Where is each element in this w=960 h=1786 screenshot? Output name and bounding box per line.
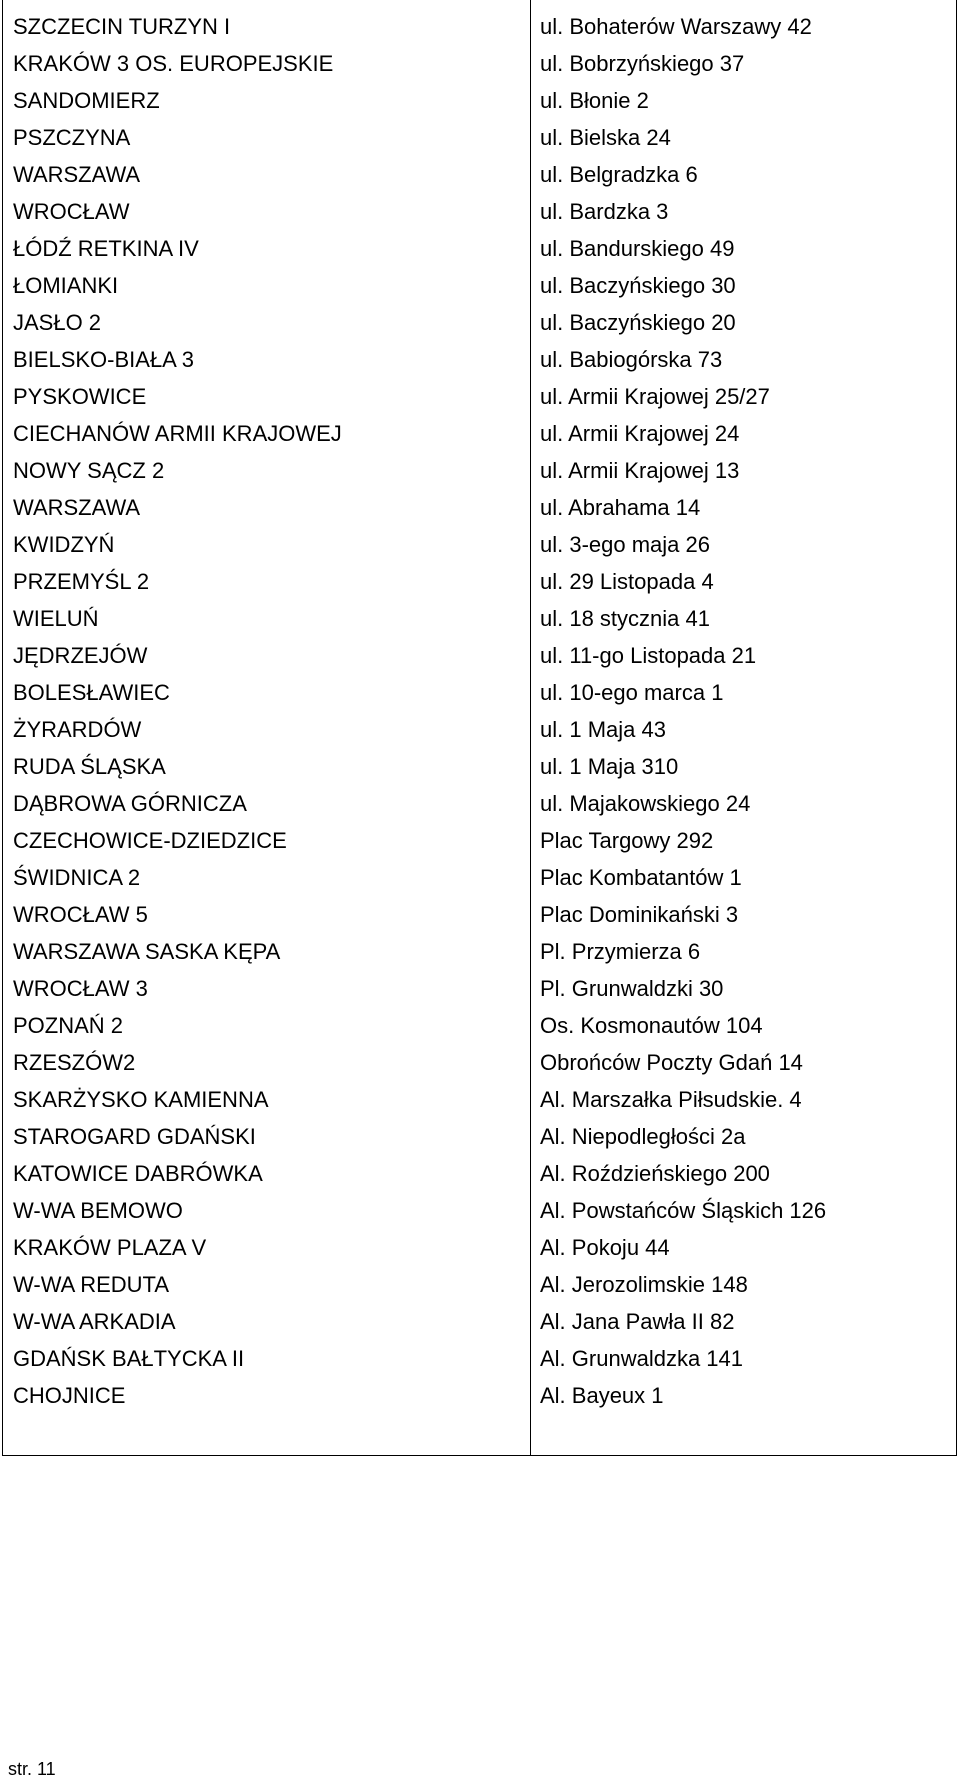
city-cell: RZESZÓW2 — [13, 1050, 136, 1075]
table-row — [3, 674, 956, 711]
table-row — [3, 1081, 956, 1118]
table-row — [3, 1044, 956, 1081]
street-cell: ul. 1 Maja 310 — [540, 754, 679, 779]
table-row — [3, 1118, 956, 1155]
street-cell: ul. Bobrzyńskiego 37 — [540, 51, 745, 76]
street-cell: Al. Jana Pawła II 82 — [540, 1309, 735, 1334]
table-row — [3, 711, 956, 748]
table-row — [3, 452, 956, 489]
table-row — [3, 156, 956, 193]
city-cell: KRAKÓW 3 OS. EUROPEJSKIE — [13, 51, 334, 76]
table-row — [3, 859, 956, 896]
table-row — [3, 1229, 956, 1266]
table-row — [3, 1340, 956, 1377]
table-row — [3, 637, 956, 674]
table-row — [3, 822, 956, 859]
street-cell: ul. Babiogórska 73 — [540, 347, 723, 372]
city-cell: RUDA ŚLĄSKA — [13, 754, 166, 779]
city-cell: NOWY SĄCZ 2 — [13, 458, 165, 483]
table-row — [3, 230, 956, 267]
city-cell: WROCŁAW 5 — [13, 902, 148, 927]
street-cell: Al. Pokoju 44 — [540, 1235, 670, 1260]
street-cell: Pl. Przymierza 6 — [540, 939, 701, 964]
table-row — [3, 1377, 956, 1414]
table-row — [3, 304, 956, 341]
city-cell: GDAŃSK BAŁTYCKA II — [13, 1346, 245, 1371]
city-cell: DĄBROWA GÓRNICZA — [13, 791, 247, 816]
table-row — [3, 82, 956, 119]
table-row — [3, 526, 956, 563]
table-row — [3, 896, 956, 933]
table-row — [3, 45, 956, 82]
table-row — [3, 1155, 956, 1192]
address-table — [2, 0, 957, 1456]
street-cell: Plac Targowy 292 — [540, 828, 714, 853]
city-cell: SKARŻYSKO KAMIENNA — [13, 1087, 269, 1112]
table-row — [3, 193, 956, 230]
table-row — [3, 970, 956, 1007]
city-cell: KATOWICE DABRÓWKA — [13, 1161, 263, 1186]
street-cell: Al. Marszałka Piłsudskie. 4 — [540, 1087, 802, 1112]
street-cell: ul. Bohaterów Warszawy 42 — [540, 14, 812, 39]
street-cell: Al. Roździeńskiego 200 — [540, 1161, 770, 1186]
table-row — [3, 1007, 956, 1044]
street-cell: Os. Kosmonautów 104 — [540, 1013, 763, 1038]
street-cell: Al. Powstańców Śląskich 126 — [540, 1198, 827, 1223]
street-cell: ul. Abrahama 14 — [540, 495, 701, 520]
table-row — [3, 563, 956, 600]
street-cell: ul. Bardzka 3 — [540, 199, 669, 224]
table-row — [3, 8, 956, 45]
street-cell: Obrońców Poczty Gdań 14 — [540, 1050, 803, 1075]
city-cell: CHOJNICE — [13, 1383, 126, 1408]
table-row — [3, 748, 956, 785]
street-cell: ul. Baczyńskiego 30 — [540, 273, 736, 298]
street-cell: Plac Kombatantów 1 — [540, 865, 742, 890]
table-row — [3, 267, 956, 304]
city-cell: BIELSKO-BIAŁA 3 — [13, 347, 194, 372]
street-cell: Plac Dominikański 3 — [540, 902, 739, 927]
city-cell: WROCŁAW — [13, 199, 130, 224]
street-cell: ul. 11-go Listopada 21 — [540, 643, 757, 668]
city-cell: CIECHANÓW ARMII KRAJOWEJ — [13, 421, 342, 446]
city-cell: W-WA BEMOWO — [13, 1198, 183, 1223]
street-cell: ul. 3-ego maja 26 — [540, 532, 710, 557]
street-cell: ul. 10-ego marca 1 — [540, 680, 724, 705]
street-cell: ul. Baczyńskiego 20 — [540, 310, 736, 335]
table-row — [3, 119, 956, 156]
page-number: str. 11 — [8, 1759, 56, 1779]
table-row — [3, 415, 956, 452]
table-body — [3, 8, 956, 1414]
city-cell: POZNAŃ 2 — [13, 1013, 124, 1038]
street-cell: Al. Niepodległości 2a — [540, 1124, 746, 1149]
street-cell: ul. 18 stycznia 41 — [540, 606, 710, 631]
table-row — [3, 600, 956, 637]
table-row — [3, 489, 956, 526]
city-cell: WARSZAWA SASKA KĘPA — [13, 939, 281, 964]
street-cell: Al. Bayeux 1 — [540, 1383, 664, 1408]
street-cell: ul. Belgradzka 6 — [540, 162, 698, 187]
city-cell: W-WA REDUTA — [13, 1272, 170, 1297]
city-cell: ŁÓDŹ RETKINA IV — [13, 236, 199, 261]
street-cell: ul. Armii Krajowej 13 — [540, 458, 740, 483]
street-cell: ul. 1 Maja 43 — [540, 717, 666, 742]
city-cell: WARSZAWA — [13, 162, 141, 187]
city-cell: ŁOMIANKI — [13, 273, 119, 298]
city-cell: SANDOMIERZ — [13, 88, 160, 113]
city-cell: STAROGARD GDAŃSKI — [13, 1124, 256, 1149]
city-cell: KWIDZYŃ — [13, 532, 115, 557]
city-cell: PYSKOWICE — [13, 384, 147, 409]
table-row — [3, 1303, 956, 1340]
table-row — [3, 378, 956, 415]
street-cell: ul. Błonie 2 — [540, 88, 649, 113]
city-cell: BOLESŁAWIEC — [13, 680, 170, 705]
street-cell: Al. Jerozolimskie 148 — [540, 1272, 748, 1297]
street-cell: ul. Armii Krajowej 24 — [540, 421, 740, 446]
street-cell: Pl. Grunwaldzki 30 — [540, 976, 724, 1001]
street-cell: ul. Bielska 24 — [540, 125, 671, 150]
city-cell: KRAKÓW PLAZA V — [13, 1235, 207, 1260]
city-cell: WROCŁAW 3 — [13, 976, 148, 1001]
city-cell: PSZCZYNA — [13, 125, 131, 150]
table-row — [3, 341, 956, 378]
street-cell: ul. Majakowskiego 24 — [540, 791, 751, 816]
city-cell: W-WA ARKADIA — [13, 1309, 176, 1334]
city-cell: ŻYRARDÓW — [13, 717, 142, 742]
table-row — [3, 1266, 956, 1303]
city-cell: JASŁO 2 — [13, 310, 102, 335]
city-cell: WARSZAWA — [13, 495, 141, 520]
city-cell: JĘDRZEJÓW — [13, 643, 148, 668]
city-cell: SZCZECIN TURZYN I — [13, 14, 231, 39]
street-cell: ul. Armii Krajowej 25/27 — [540, 384, 770, 409]
city-cell: CZECHOWICE-DZIEDZICE — [13, 828, 287, 853]
city-cell: WIELUŃ — [13, 606, 99, 631]
table-row — [3, 785, 956, 822]
table-row — [3, 933, 956, 970]
table-row — [3, 1192, 956, 1229]
street-cell: Al. Grunwaldzka 141 — [540, 1346, 743, 1371]
street-cell: ul. Bandurskiego 49 — [540, 236, 735, 261]
street-cell: ul. 29 Listopada 4 — [540, 569, 714, 594]
city-cell: PRZEMYŚL 2 — [13, 569, 150, 594]
city-cell: ŚWIDNICA 2 — [13, 865, 141, 890]
